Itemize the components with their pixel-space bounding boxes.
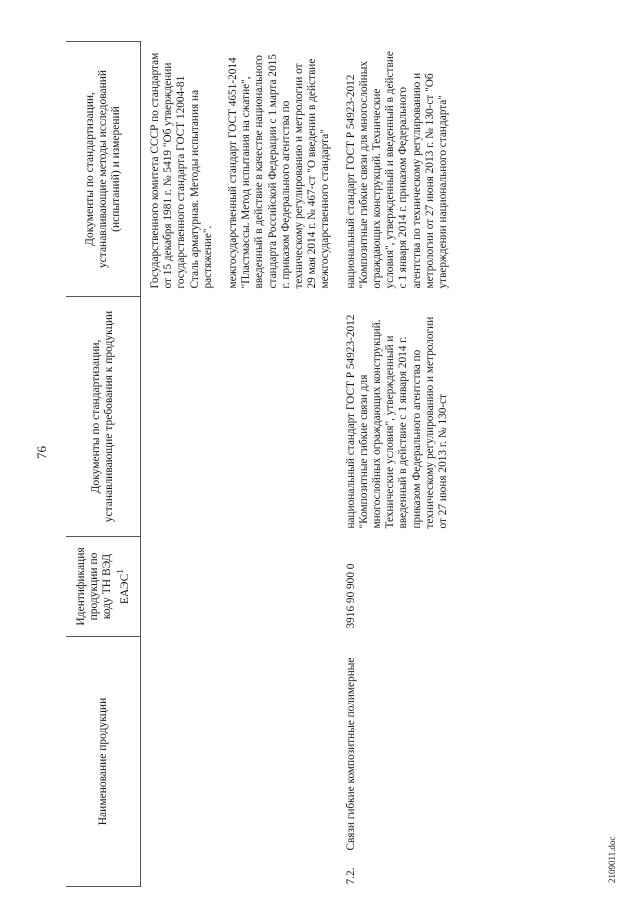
header-code: Идентификация продукции по коду ТН ВЭД ЕАЭС$^1$ — [66, 537, 141, 637]
footnote-mark: 1 — [114, 568, 126, 574]
test-doc-paragraph: Государственного комитета СССР по стандартам от 15 декабря 1981 г. № 5419 "Об утверждении государственного стандарта ГОСТ 12004-81 Сталь арматурная. Методы испытания на растяжение". — [149, 52, 214, 289]
header-product-docs: Документы по стандартизации, устанавливающие требования к продукции — [66, 297, 141, 537]
row-number: 7.2. — [344, 867, 357, 885]
product-code: 3916 90 900 0 — [344, 563, 357, 629]
table-row-7-2 — [341, 42, 459, 887]
test-doc: национальный стандарт ГОСТ Р 54923-2012 "Композитные гибкие связи для многослойных ограждающих конструкций. Технические условия", утвержденный и введенный в действие с 1 января 2014 г. приказом Федерального агентства по техническому регулированию и метрологии от 27 июня 2013 г. № 130-ст "Об утверждении национального стандарта" — [344, 51, 450, 289]
product-doc: национальный стандарт ГОСТ Р 54923-2012 "Композитные гибкие связи для многослойных ограждающих конструкций. Технические условия", утвержденный и введенный в действие с 1 января 2014 г. приказом Федерального агентства по техническому регулированию и метрологии от 27 июня 2013 г. № 130-ст — [344, 314, 450, 529]
header-test-docs: Документы по стандартизации, устанавливающие методы исследований (испытаний) и измерений — [66, 42, 141, 297]
table-header-row — [66, 42, 141, 887]
page-number: 76 — [34, 446, 49, 459]
header-name: Наименование продукции — [66, 637, 141, 887]
standards-table — [66, 41, 458, 887]
table-row-continuation — [141, 42, 341, 887]
product-name: Связи гибкие композитные полимерные — [344, 657, 357, 851]
test-doc-paragraph: межгосударственный стандарт ГОСТ 4651-2014 "Пластмассы. Метод испытания на сжатие", введенный в действие в качестве национального стандарта Российской Федерации с 1 марта 2015 г. приказом Федерального агентства по техническому регулированию и метрологии от 29 мая 2014 г. № 467-ст "О введении в действие межгосударственного стандарта" — [227, 54, 332, 289]
continuation-test-docs — [141, 42, 341, 297]
footer-filename: 2109011.doc — [607, 836, 617, 883]
